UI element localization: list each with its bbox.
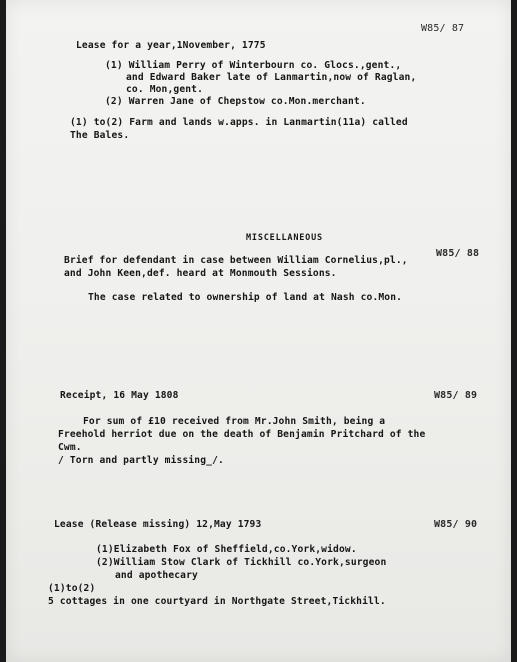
- party-line: co. Mon,gent.: [126, 84, 204, 95]
- reference-number: W85/ 88: [436, 248, 480, 259]
- description-line: (1) to(2) Farm and lands w.apps. in Lanmartin(11a) called: [70, 117, 408, 128]
- description-line: For sum of £10 received from Mr.John Smith, being a: [83, 416, 386, 427]
- description-line: (1)to(2): [48, 583, 96, 594]
- catalogue-page: [6, 0, 511, 662]
- description-line: Brief for defendant in case between William Cornelius,pl.,: [64, 255, 408, 266]
- reference-number: W85/ 89: [434, 390, 478, 401]
- party-line: (1)Elizabeth Fox of Sheffield,co.York,widow.: [96, 544, 357, 555]
- description-line: The Bales.: [70, 130, 130, 141]
- description-note: The case related to ownership of land at Nash co.Mon.: [88, 292, 403, 303]
- party-line: and Edward Baker late of Lanmartin,now of Raglan,: [126, 72, 417, 83]
- party-line: (2)William Stow Clark of Tickhill co.York,surgeon: [96, 557, 387, 568]
- entry-title: Lease for a year,1November, 1775: [76, 40, 266, 51]
- condition-note: / Torn and partly missing_/.: [58, 455, 224, 466]
- party-line: (1) William Perry of Winterbourn co. Glocs.,gent.,: [105, 60, 402, 71]
- reference-number: W85/ 90: [434, 519, 478, 530]
- party-line: and apothecary: [115, 570, 198, 581]
- section-heading: MISCELLANEOUS: [246, 233, 323, 243]
- party-line: (2) Warren Jane of Chepstow co.Mon.merchant.: [105, 96, 366, 107]
- entry-title: Receipt, 16 May 1808: [60, 390, 179, 401]
- description-line: and John Keen,def. heard at Monmouth Sessions.: [64, 268, 337, 279]
- description-line: Cwm.: [58, 442, 82, 453]
- description-line: Freehold herriot due on the death of Benjamin Pritchard of the: [58, 429, 426, 440]
- description-line: 5 cottages in one courtyard in Northgate Street,Tickhill.: [48, 596, 386, 607]
- reference-number: W85/ 87: [421, 23, 465, 34]
- entry-title: Lease (Release missing) 12,May 1793: [54, 519, 262, 530]
